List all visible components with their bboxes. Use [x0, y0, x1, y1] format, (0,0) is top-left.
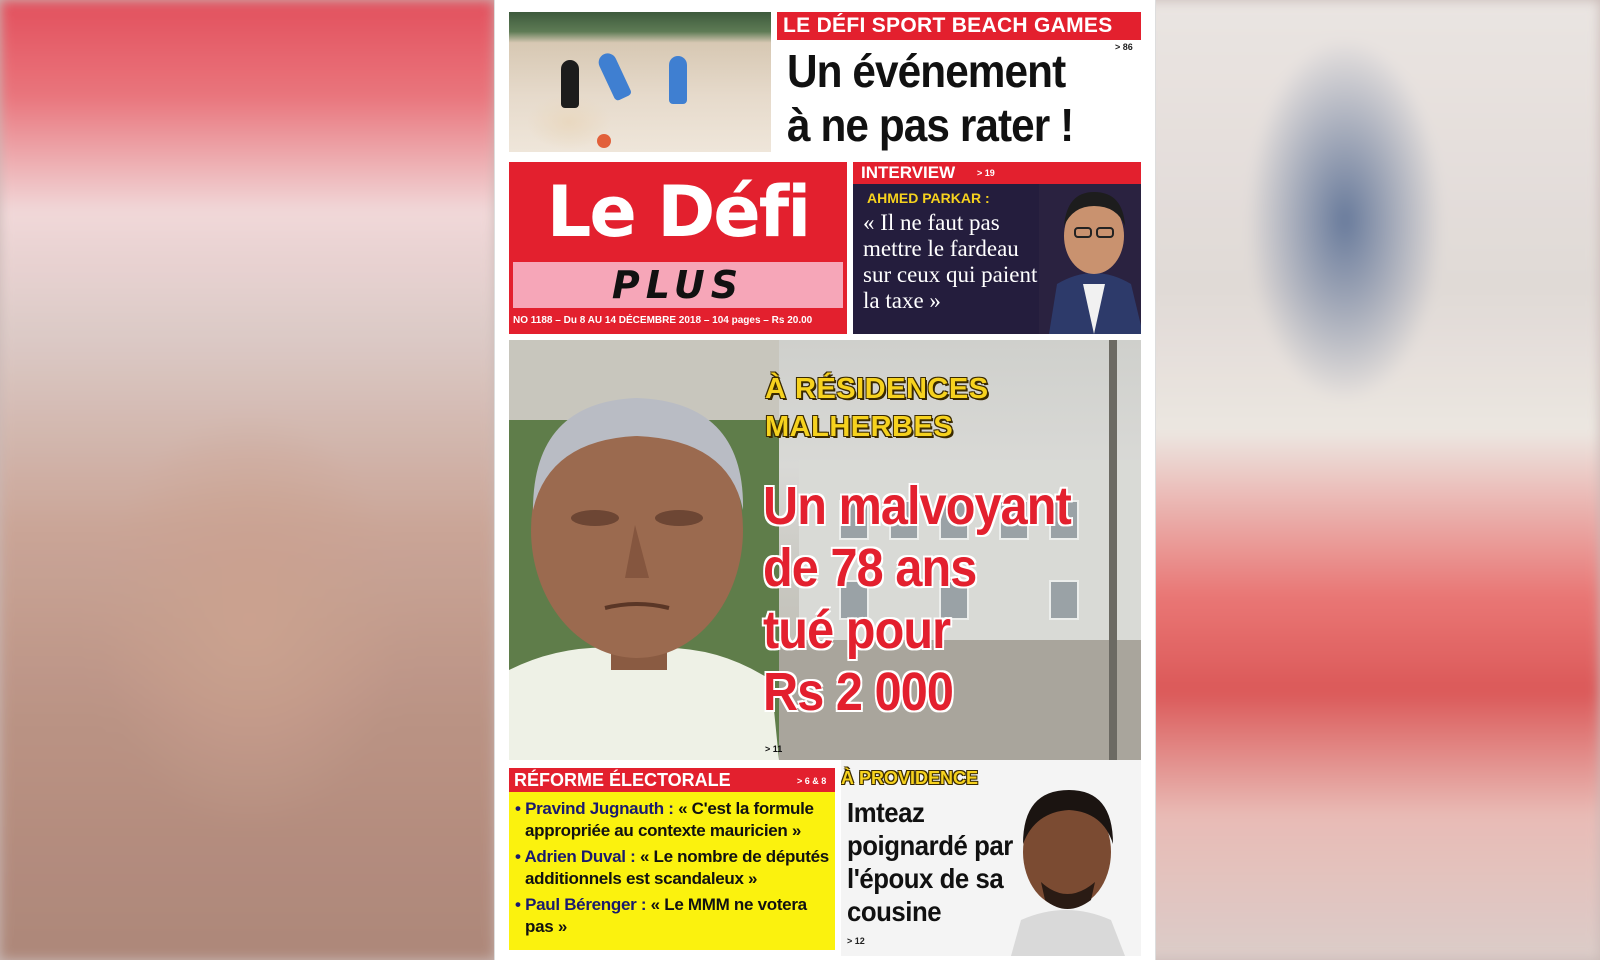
player-figure: [561, 60, 579, 108]
providence-story: [841, 760, 1141, 956]
newspaper-front-page: [495, 0, 1155, 960]
beach-football-photo: [509, 12, 771, 152]
interview-label: INTERVIEW: [853, 162, 1141, 184]
quote-text: « C'est la formule appropriée au contexte mauricien »: [525, 799, 814, 840]
quote-speaker: Pravind Jugnauth :: [525, 799, 674, 818]
interviewee-portrait: [1039, 166, 1141, 334]
main-headline: [763, 475, 1096, 723]
sport-banner: LE DÉFI SPORT BEACH GAMES: [777, 12, 1141, 40]
ball: [597, 134, 611, 148]
blurred-background-left: [0, 0, 495, 960]
interviewee-name: AHMED PARKAR :: [867, 190, 990, 206]
page-reference: > 6 & 8: [797, 776, 827, 786]
main-kicker: [765, 370, 989, 446]
reform-label: RÉFORME ÉLECTORALE: [509, 768, 835, 792]
sport-headline: [787, 44, 1109, 152]
main-kicker-line: MALHERBES: [765, 411, 954, 443]
issue-info: NO 1188 – Du 8 AU 14 DÉCEMBRE 2018 – 104 pages – Rs 20.00: [513, 315, 813, 326]
list-item: • Pravind Jugnauth : « C'est la formule appropriée au contexte mauricien »: [515, 799, 814, 840]
quote-text: « Le MMM ne votera pas »: [525, 895, 807, 936]
list-item: • Adrien Duval : « Le nombre de députés additionnels est scandaleux »: [515, 847, 829, 888]
providence-headline: Imteaz poignardé par l'époux de sa cousine: [847, 797, 1013, 927]
interview-quote: « Il ne faut pas mettre le fardeau sur ceux qui paient la taxe »: [863, 210, 1038, 313]
page-reference: > 86: [1115, 42, 1133, 52]
masthead: [509, 162, 847, 334]
sport-headline-line: à ne pas rater !: [787, 99, 1074, 151]
providence-label: À PROVIDENCE: [841, 768, 979, 788]
main-headline-line: Un malvoyant: [763, 476, 1071, 536]
quote-speaker: Paul Bérenger :: [525, 895, 647, 914]
main-headline-line: tué pour: [763, 600, 951, 660]
masthead-subtitle: PLUS: [513, 262, 843, 308]
blurred-background-right: [1145, 0, 1600, 960]
victim-portrait: [509, 340, 779, 760]
main-story: [509, 340, 1141, 760]
list-item: • Paul Bérenger : « Le MMM ne votera pas »: [515, 895, 807, 936]
page-reference: > 11: [765, 744, 783, 754]
main-kicker-line: À RÉSIDENCES: [765, 373, 989, 405]
utility-pole: [1109, 340, 1117, 760]
interview-box: [853, 162, 1141, 334]
masthead-title: Le Défi: [546, 171, 810, 253]
sport-headline-line: Un événement: [787, 45, 1066, 97]
page-reference: > 12: [847, 936, 865, 946]
main-headline-line: Rs 2 000: [763, 662, 954, 722]
page-reference: > 19: [977, 168, 995, 178]
reform-quotes-list: [515, 798, 831, 942]
electoral-reform-box: [509, 768, 835, 950]
player-figure: [669, 56, 687, 104]
quote-speaker: Adrien Duval :: [524, 847, 636, 866]
main-headline-line: de 78 ans: [763, 538, 977, 598]
quote-text: « Le nombre de députés additionnels est scandaleux »: [525, 847, 829, 888]
player-figure: [596, 50, 633, 101]
